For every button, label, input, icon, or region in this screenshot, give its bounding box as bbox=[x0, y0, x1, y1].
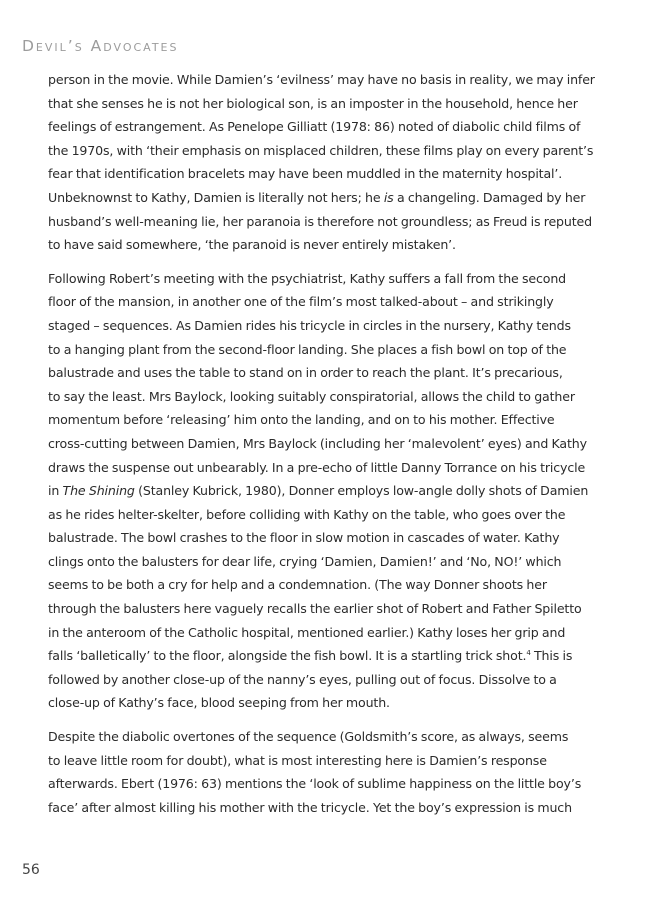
text-line: falls ‘balletically’ to the floor, alongside the fish bowl. It is a startling trick shot.$^4$ This is bbox=[48, 648, 573, 664]
text-line: balustrade and uses the table to stand on in order to reach the plant. It’s precarious, bbox=[48, 365, 563, 381]
paragraph-2 bbox=[48, 267, 600, 715]
text-line: that she senses he is not her biological son, is an imposter in the household, hence her bbox=[48, 95, 578, 111]
text-line: staged – sequences. As Damien rides his tricycle in circles in the nursery, Kathy tends bbox=[48, 317, 571, 333]
text-line: seems to be both a cry for help and a condemnation. (The way Donner shoots her bbox=[48, 577, 547, 593]
paragraph-3 bbox=[48, 725, 600, 819]
film-title: The Shining bbox=[62, 483, 135, 499]
text-line: clings onto the balusters for dear life, crying ‘Damien, Damien!’ and ‘No, NO!’ which bbox=[48, 553, 562, 569]
page-number: 56 bbox=[22, 862, 40, 878]
text-line: floor of the mansion, in another one of the film’s most talked-about – and strikingly bbox=[48, 294, 554, 310]
text-line: to have said somewhere, ‘the paranoid is never entirely mistaken’. bbox=[48, 237, 456, 253]
paragraph-1 bbox=[48, 68, 600, 257]
text-line: afterwards. Ebert (1976: 63) mentions the ‘look of sublime happiness on the little boy’s bbox=[48, 776, 582, 792]
text-line: to leave little room for doubt), what is most interesting here is Damien’s response bbox=[48, 752, 547, 768]
body-text bbox=[48, 68, 600, 829]
footnote-marker[interactable]: 4 bbox=[526, 649, 531, 658]
text-line: Following Robert’s meeting with the psychiatrist, Kathy suffers a fall from the second bbox=[48, 270, 567, 286]
text-line: Unbeknownst to Kathy, Damien is literally not hers; he is a changeling. Damaged by her bbox=[48, 189, 586, 205]
text-line: in the anteroom of the Catholic hospital, mentioned earlier.) Kathy loses her grip and bbox=[48, 624, 566, 640]
text-line: cross-cutting between Damien, Mrs Baylock (including her ‘malevolent’ eyes) and Kathy bbox=[48, 435, 587, 451]
text-line: fear that identification bracelets may have been muddled in the maternity hospital’. bbox=[48, 166, 563, 182]
text-line: draws the suspense out unbearably. In a pre-echo of little Danny Torrance on his tricycle bbox=[48, 459, 586, 475]
text-line: to a hanging plant from the second-floor landing. She places a fish bowl on top of the bbox=[48, 341, 567, 357]
text-line: Despite the diabolic overtones of the sequence (Goldsmith’s score, as always, seems bbox=[48, 729, 569, 745]
text-line: followed by another close-up of the nanny’s eyes, pulling out of focus. Dissolve to a bbox=[48, 671, 557, 687]
text-line: to say the least. Mrs Baylock, looking suitably conspiratorial, allows the child to gather bbox=[48, 388, 575, 404]
text-line: close-up of Kathy’s face, blood seeping from her mouth. bbox=[48, 695, 390, 711]
text-line: balustrade. The bowl crashes to the floor in slow motion in cascades of water. Kathy bbox=[48, 530, 560, 546]
running-head: Devil’s Advocates bbox=[22, 37, 179, 55]
text-line: the 1970s, with ‘their emphasis on misplaced children, these films play on every parent’s bbox=[48, 142, 594, 158]
text-line: in The Shining (Stanley Kubrick, 1980), Donner employs low-angle dolly shots of Damien bbox=[48, 483, 589, 499]
text-line: feelings of estrangement. As Penelope Gilliatt (1978: 86) noted of diabolic child films of bbox=[48, 119, 581, 135]
text-line: person in the movie. While Damien’s ‘evilness’ may have no basis in reality, we may infer bbox=[48, 72, 595, 87]
text-line: as he rides helter-skelter, before colliding with Kathy on the table, who goes over the bbox=[48, 506, 566, 522]
text-line: through the balusters here vaguely recalls the earlier shot of Robert and Father Spiletto bbox=[48, 601, 582, 617]
emphasis-word: is bbox=[383, 189, 394, 205]
text-line: husband’s well-meaning lie, her paranoia is therefore not groundless; as Freud is reputed bbox=[48, 213, 592, 229]
text-line: momentum before ‘releasing’ him onto the landing, and on to his mother. Effective bbox=[48, 412, 555, 428]
text-line: face’ after almost killing his mother with the tricycle. Yet the boy’s expression is much bbox=[48, 799, 572, 815]
